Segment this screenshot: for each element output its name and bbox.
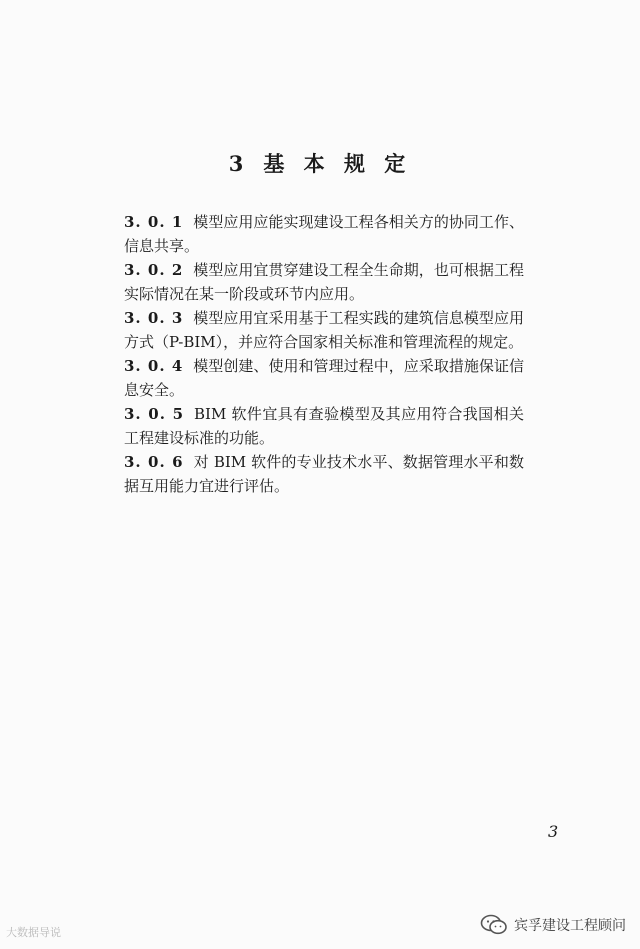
chapter-heading xyxy=(0,148,640,178)
clause-item xyxy=(124,354,524,402)
clause-number: 3. 0. 1 xyxy=(124,213,184,231)
clause-item xyxy=(124,306,524,354)
chapter-title-text: 基 本 规 定 xyxy=(263,151,412,176)
clause-item xyxy=(124,210,524,258)
clause-text: 模型应用应能实现建设工程各相关方的协同工作、信息共享。 xyxy=(124,213,524,255)
clause-text: 模型应用宜采用基于工程实践的建筑信息模型应用方式（P-BIM），并应符合国家相关标准和管理流程的规定。 xyxy=(124,309,524,351)
clause-item xyxy=(124,402,524,450)
clause-text: 模型应用宜贯穿建设工程全生命期，也可根据工程实际情况在某一阶段或环节内应用。 xyxy=(124,261,524,303)
page-number: 3 xyxy=(548,822,559,841)
watermark-left: 大数据导说 xyxy=(6,926,61,939)
clause-number: 3. 0. 5 xyxy=(124,405,185,423)
wechat-account-name: 宾孚建设工程顾问 xyxy=(514,918,626,934)
clause-text: BIM 软件宜具有查验模型及其应用符合我国相关工程建设标准的功能。 xyxy=(124,405,524,447)
clause-item xyxy=(124,450,524,498)
clause-list xyxy=(124,210,524,498)
clause-number: 3. 0. 2 xyxy=(124,261,184,279)
wechat-icon xyxy=(480,914,508,936)
clause-text: 对 BIM 软件的专业技术水平、数据管理水平和数据互用能力宜进行评估。 xyxy=(124,453,524,495)
clause-number: 3. 0. 4 xyxy=(124,357,184,375)
clause-text: 模型创建、使用和管理过程中，应采取措施保证信息安全。 xyxy=(124,357,524,399)
chapter-number: 3 xyxy=(228,151,250,176)
wechat-account-badge xyxy=(480,914,626,936)
clause-number: 3. 0. 3 xyxy=(124,309,184,327)
clause-number: 3. 0. 6 xyxy=(124,453,184,471)
clause-item xyxy=(124,258,524,306)
